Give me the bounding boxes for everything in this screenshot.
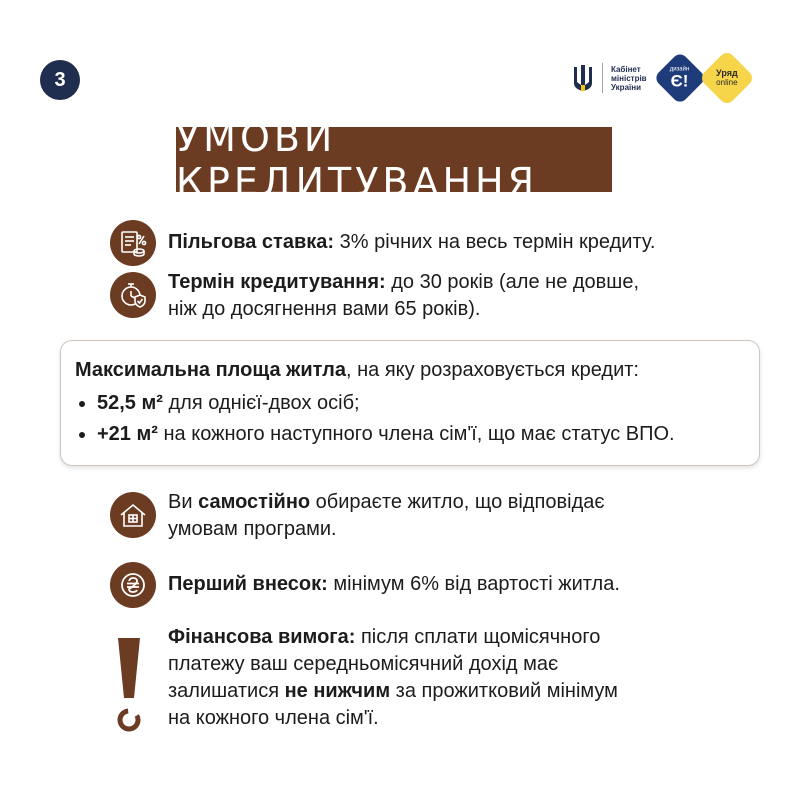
finance-text: Фінансова вимога: після сплати щомісячного платежу ваш середньомісячний дохід має залишатися не нижчим за прожитковий мінімум на кожного члена сім'ї. (168, 626, 618, 729)
term-text: Термін кредитування: до 30 років (але не довше, ніж до досягнення вами 65 років). (168, 271, 640, 320)
uriad-online-logo: Уряд online (699, 50, 756, 107)
trident-icon (572, 63, 594, 93)
logo-divider (602, 63, 603, 93)
title-banner (176, 115, 612, 204)
max-area-panel (60, 340, 760, 466)
max-area-list (75, 388, 675, 450)
document-percent-icon (110, 220, 156, 266)
exclamation-icon (112, 636, 146, 736)
deposit-text: Перший внесок: мінімум 6% від вартості житла. (168, 573, 620, 595)
diia-logo: дизайн Є! (653, 51, 707, 105)
house-icon (110, 492, 156, 538)
list-item: +21 м² на кожного наступного члена сім'ї, що має статус ВПО. (97, 419, 675, 450)
page-number: 3 (40, 60, 80, 100)
hryvnia-icon (110, 562, 156, 608)
header-logos (572, 56, 747, 100)
stopwatch-shield-icon (110, 272, 156, 318)
page-title: УМОВИ КРЕДИТУВАННЯ (176, 115, 539, 204)
choose-text: Ви самостійно обираєте житло, що відповідає умовам програми. (168, 491, 605, 540)
rate-text: Пільгова ставка: 3% річних на весь термін кредиту. (168, 231, 656, 253)
cabinet-logo-text: Кабінет міністрів України (611, 64, 647, 92)
max-area-heading: Максимальна площа житла, на яку розраховується кредит: (75, 359, 639, 381)
list-item: 52,5 м² для однієї-двох осіб; (97, 388, 675, 419)
